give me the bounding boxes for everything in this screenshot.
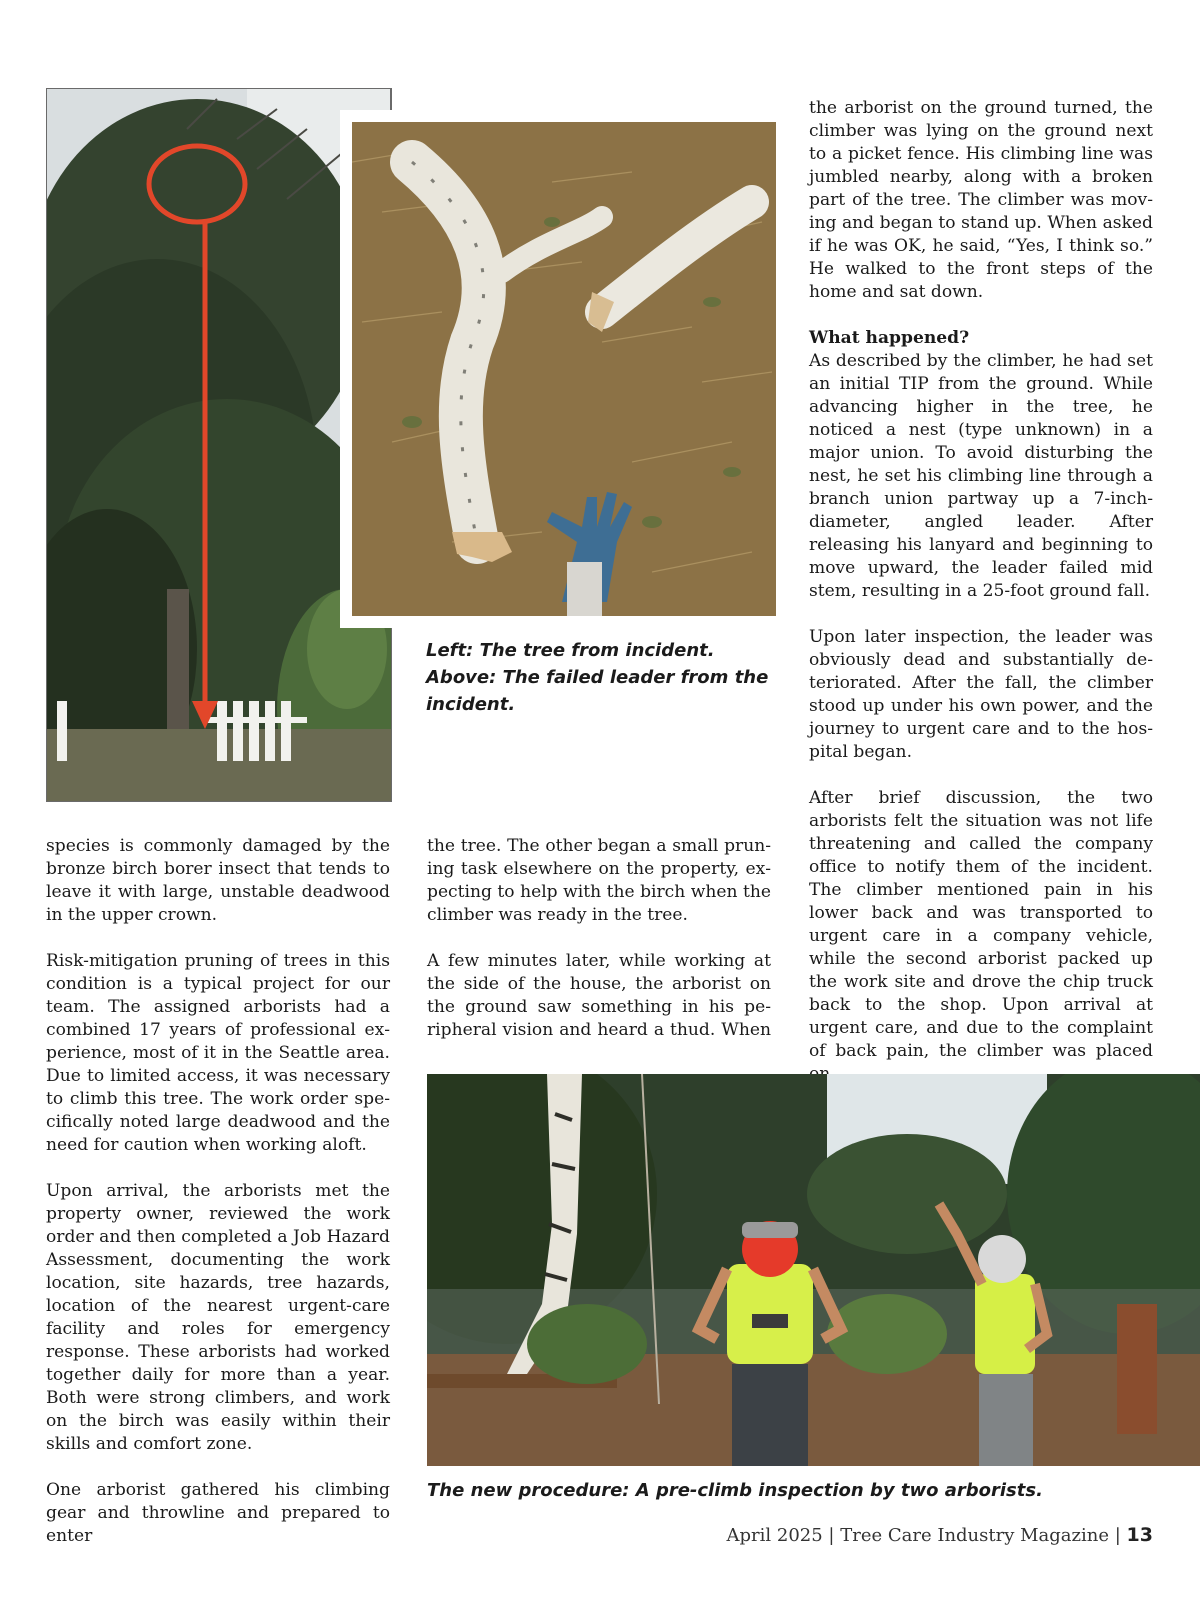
- paragraph: As described by the climber, he had set an initial TIP from the ground. While advancing higher in the tree, he noticed a nest (type unknown) in a major union. To avoid disturbing the nest, he set his climbing line through a branch union partway up a 7-inch-diameter, angled leader. After releasing his lanyard and beginning to move upward, the leader failed mid stem, resulting in a 25-foot ground fall.: [809, 351, 1153, 601]
- paragraph: species is commonly damaged by the bronze birch borer insect that tends to leave it with large, unstable deadwood in the upper crown.: [46, 836, 390, 925]
- section-heading: What happened?: [809, 328, 970, 348]
- article-column-middle: [427, 835, 771, 1042]
- footer-text: April 2025 | Tree Care Industry Magazine |: [726, 1525, 1121, 1546]
- paragraph: One arborist gathered his climbing gear and throwline and prepared to enter: [46, 1480, 390, 1546]
- page-number: 13: [1126, 1524, 1153, 1546]
- inspection-photo: [427, 1074, 1200, 1466]
- paragraph: A few minutes later, while working at the side of the house, the arborist on the ground saw something in his peripheral vision and heard a thud. When: [427, 951, 771, 1040]
- paragraph: Risk-mitigation pruning of trees in this condition is a typical project for our team. The assigned arborists had a combined 17 years of professional experience, most of it in the Seattle area. Due to limited access, it was necessary to climb this tree. The work order specifically noted large deadwood and the need for caution when working aloft.: [46, 951, 390, 1155]
- inspection-illustration: [427, 1074, 1200, 1466]
- article-column-left: [46, 835, 390, 1548]
- paragraph: the arborist on the ground turned, the climber was lying on the ground next to a picket fence. His climbing line was jumbled nearby, along with a broken part of the tree. The climber was moving and began to stand up. When asked if he was OK, he said, “Yes, I think so.” He walked to the front steps of the home and sat down.: [809, 98, 1153, 302]
- failed-leader-illustration: [352, 122, 776, 616]
- failed-leader-photo: [352, 122, 776, 616]
- photo-frame-line: [46, 88, 391, 111]
- page-footer: [727, 1524, 1153, 1546]
- photo-caption-bottom: The new procedure: A pre-climb inspection by two arborists.: [427, 1480, 1043, 1501]
- paragraph: After brief discussion, the two arborists felt the situation was not life threatening and called the company office to notify them of the incident. The climber mentioned pain in his lower back and was transported to urgent care in a company vehicle, while the second arborist packed up the work site and drove the chip truck back to the shop. Upon arrival at urgent care, and due to the complaint of back pain, the climber was placed: [809, 788, 1153, 1061]
- photo-caption-top: [426, 637, 776, 718]
- article-column-right: [809, 97, 1153, 1086]
- caption-line-leader: Above: The failed leader from the incident.: [426, 667, 769, 715]
- caption-line-tree: Left: The tree from incident.: [426, 640, 715, 661]
- paragraph: the tree. The other began a small pruning task elsewhere on the property, expecting to help with the birch when the climber was ready in the tree.: [427, 836, 771, 925]
- paragraph: Upon later inspection, the leader was obviously dead and substantially deteriorated. After the fall, the climber stood up under his own power, and the journey to urgent care and to the hospital began.: [809, 627, 1153, 762]
- paragraph: Upon arrival, the arborists met the property owner, reviewed the work order and then completed a Job Hazard Assessment, documenting the work location, site hazards, tree hazards, location of the nearest urgent-care facility and roles for emergency response. These arborists had worked together daily for more than a year. Both were strong climbers, and work on the birch was easily within their skills and comfort zone.: [46, 1181, 390, 1454]
